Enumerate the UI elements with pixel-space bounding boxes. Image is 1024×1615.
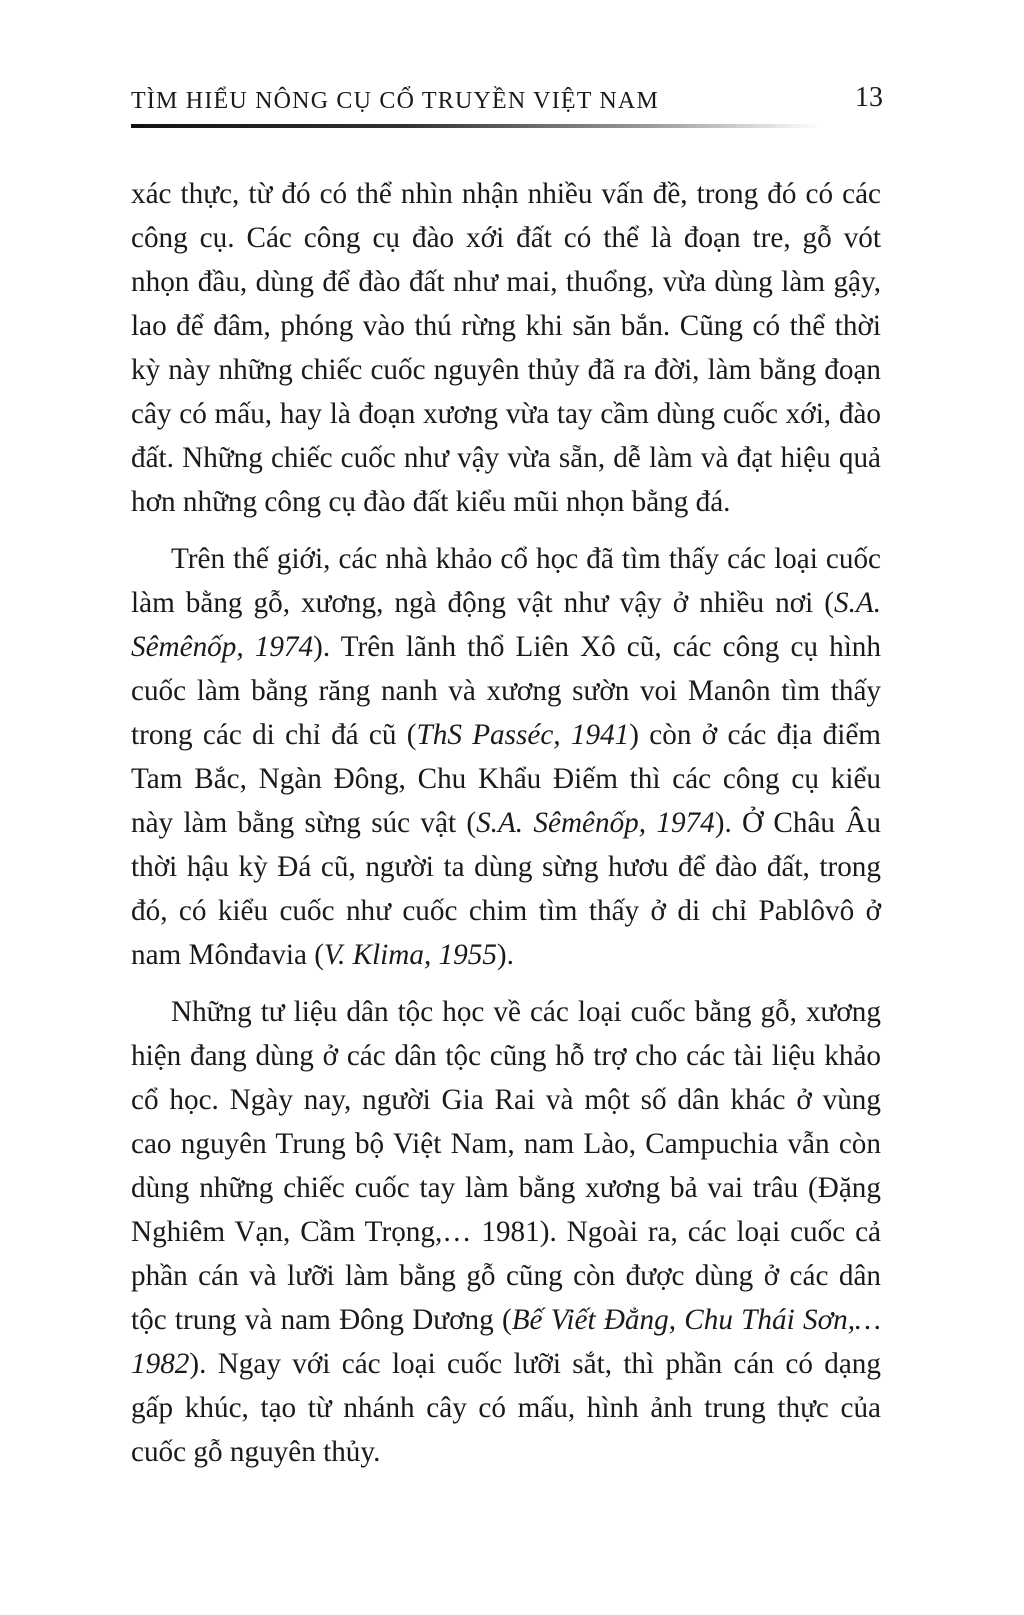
page-number: 13 [855,82,883,113]
citation: S.A. Sêmênốp, 1974 [476,807,715,839]
header-rule [131,124,821,128]
citation: S.A. Sêmênốp, 1974 [131,587,881,663]
body-text [131,172,881,1487]
paragraph-text: Trên thế giới, các nhà khảo cổ học đã tìm thấy các loại cuốc làm bằng gỗ, xương, ngà động vật như vậy ở nhiều nơi ( [131,543,881,619]
paragraph-text: ). Ở Châu Âu thời hậu kỳ Đá cũ, người ta dùng sừng hươu để đào đất, trong đó, có kiểu cuốc như cuốc chim tìm thấy ở di chỉ Pablôvô ở nam Mônđavia ( [131,807,881,971]
citation: ThS Passéc, 1941 [416,719,630,751]
book-title: TÌM HIỂU NÔNG CỤ CỔ TRUYỀN VIỆT NAM [131,88,659,114]
citation: Bế Viết Đẳng, Chu Thái Sơn,… 1982 [131,1304,881,1380]
running-header [131,78,883,134]
paragraph-text: ). Trên lãnh thổ Liên Xô cũ, các công cụ hình cuốc làm bằng răng nanh và xương sườn voi Manôn tìm thấy trong các di chỉ đá cũ ( [131,631,881,751]
paragraph-text: ). Ngay với các loại cuốc lưỡi sắt, thì phần cán có dạng gấp khúc, tạo từ nhánh cây có mấu, hình ảnh trung thực của cuốc gỗ nguyên thủy. [131,1348,881,1468]
paragraph-1 [131,172,881,524]
paragraph-text: ). [496,939,514,971]
paragraph-text: xác thực, từ đó có thể nhìn nhận nhiều vấn đề, trong đó có các công cụ. Các công cụ đào xới đất có thể là đoạn tre, gỗ vót nhọn đầu, dùng để đào đất như mai, thuổng, vừa dùng làm gậy, lao để đâm, phóng vào thú rừng khi săn bắn. Cũng có thể thời kỳ này những chiếc cuốc nguyên thủy đã ra đời, làm bằng đoạn cây có mấu, hay là đoạn xương vừa tay cầm dùng cuốc xới, đào đất. Những chiếc cuốc như vậy vừa sẵn, dễ làm và đạt hiệu quả hơn những công cụ đào đất kiểu mũi nhọn bằng đá. [131,178,881,518]
paragraph-2 [131,537,881,977]
paragraph-text: Những tư liệu dân tộc học về các loại cuốc bằng gỗ, xương hiện đang dùng ở các dân tộc cũng hỗ trợ cho các tài liệu khảo cổ học. Ngày nay, người Gia Rai và một số dân khác ở vùng cao nguyên Trung bộ Việt Nam, nam Lào, Campuchia vẫn còn dùng những chiếc cuốc tay làm bằng xương bả vai trâu (Đặng Nghiêm Vạn, Cầm Trọng,… 1981). Ngoài ra, các loại cuốc cả phần cán và lưỡi làm bằng gỗ cũng còn được dùng ở các dân tộc trung và nam Đông Dương ( [131,996,881,1336]
paragraph-3 [131,990,881,1474]
citation: V. Klima, 1955 [323,939,497,971]
paragraph-text: ) còn ở các địa điểm Tam Bắc, Ngàn Đông, Chu Khẩu Điếm thì các công cụ kiểu này làm bằng sừng súc vật ( [131,719,881,839]
